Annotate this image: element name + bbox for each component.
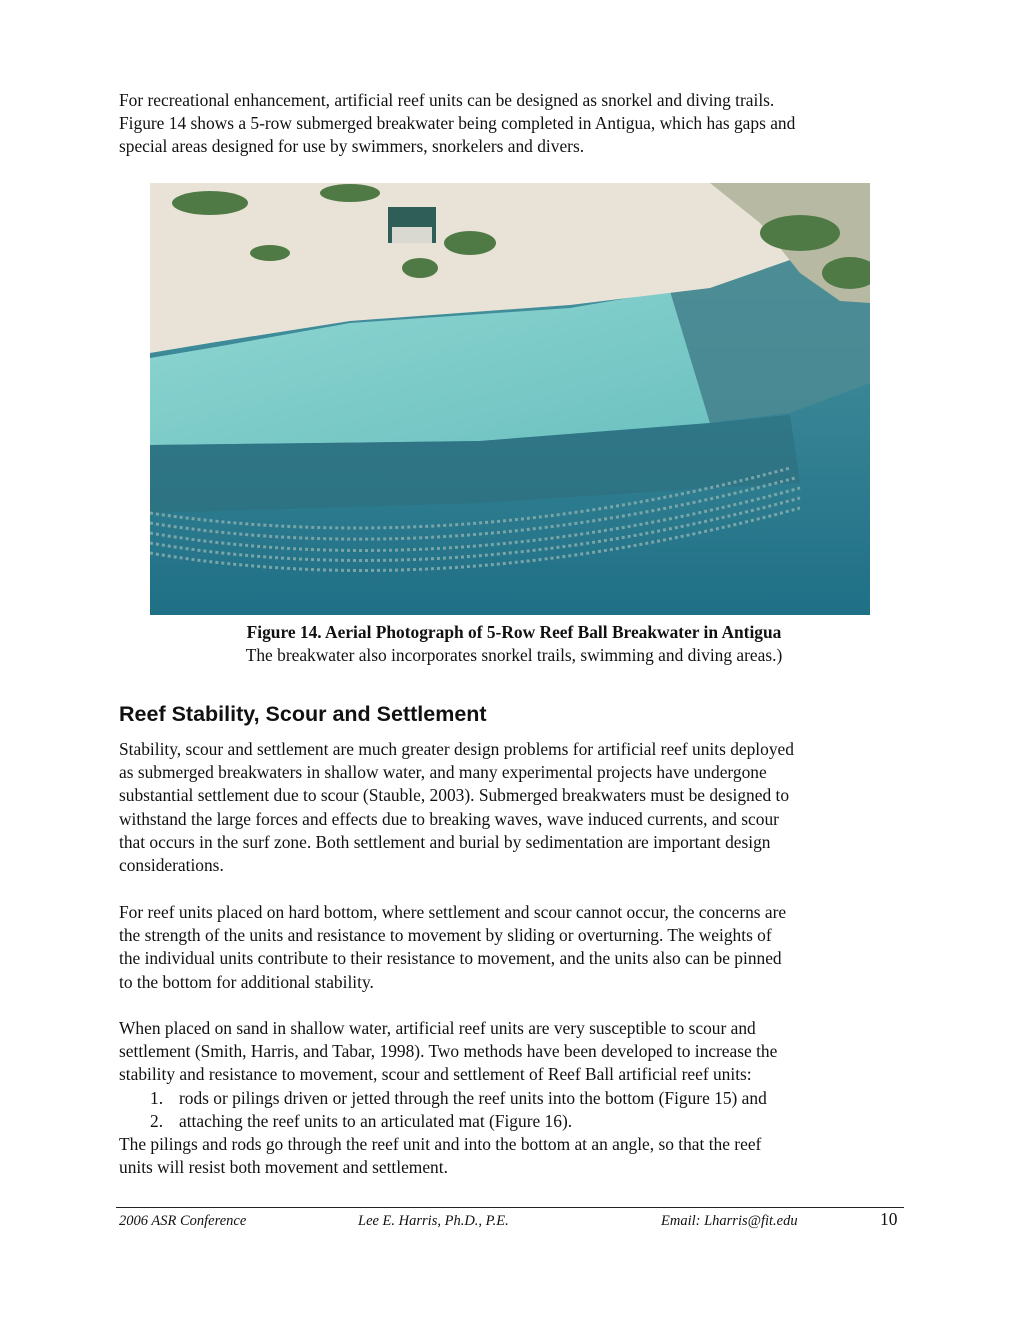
page-number: 10 — [880, 1209, 898, 1229]
building — [388, 207, 436, 243]
section-heading: Reef Stability, Scour and Settlement — [119, 702, 487, 726]
list-item — [150, 1087, 910, 1110]
figure-caption-subtitle: The breakwater also incorporates snorkel trails, swimming and diving areas.) — [245, 645, 783, 665]
aerial-photo — [150, 183, 870, 615]
list-item-text: rods or pilings driven or jetted through the reef units into the bottom (Figure 15) and — [179, 1088, 767, 1108]
paragraph-stability: Stability, scour and settlement are much greater design problems for artificial reef units deployed as submerged breakwaters in shallow water, and many experimental projects have undergone substantial settlement due to scour (Stauble, 2003). Submerged breakwaters must be designed to withstand the large forces and effects due to breaking waves, wave induced currents, and scour that occurs in the surf zone. Both settlement and burial by sedimentation are important design considerations. — [119, 739, 794, 876]
list-item-number: 1. — [150, 1088, 164, 1108]
footer-email: Email: Lharris@fit.edu — [661, 1213, 798, 1229]
paragraph-pilings: The pilings and rods go through the reef unit and into the bottom at an angle, so that the reef units will resist both movement and settlement. — [119, 1134, 762, 1178]
footer-author: Lee E. Harris, Ph.D., P.E. — [358, 1213, 509, 1229]
methods-list — [150, 1087, 910, 1133]
list-item — [150, 1110, 910, 1133]
footer-conference: 2006 ASR Conference — [119, 1213, 247, 1229]
figure-caption-title: Figure 14. Aerial Photograph of 5-Row Reef Ball Breakwater in Antigua — [246, 622, 782, 642]
list-item-text: attaching the reef units to an articulated mat (Figure 16). — [179, 1111, 573, 1132]
intro-paragraph: For recreational enhancement, artificial reef units can be designed as snorkel and diving trails. Figure 14 shows a 5-row submerged breakwater being completed in Antigua, which has gaps and special areas designed for use by swimmers, snorkelers and divers. — [119, 90, 796, 157]
paragraph-sand: When placed on sand in shallow water, artificial reef units are very susceptible to scour and settlement (Smith, Harris, and Tabar, 1998). Two methods have been developed to increase the stability and resistance to movement, scour and settlement of Reef Ball artificial reef units: — [119, 1018, 778, 1085]
list-item-number: 2. — [150, 1111, 164, 1132]
paragraph-hard-bottom: For reef units placed on hard bottom, where settlement and scour cannot occur, the concerns are the strength of the units and resistance to movement by sliding or overturning. The weights of the individual units contribute to their resistance to movement, and the units also can be pinned to the bottom for additional stability. — [119, 902, 787, 992]
footer-divider — [116, 1207, 904, 1208]
